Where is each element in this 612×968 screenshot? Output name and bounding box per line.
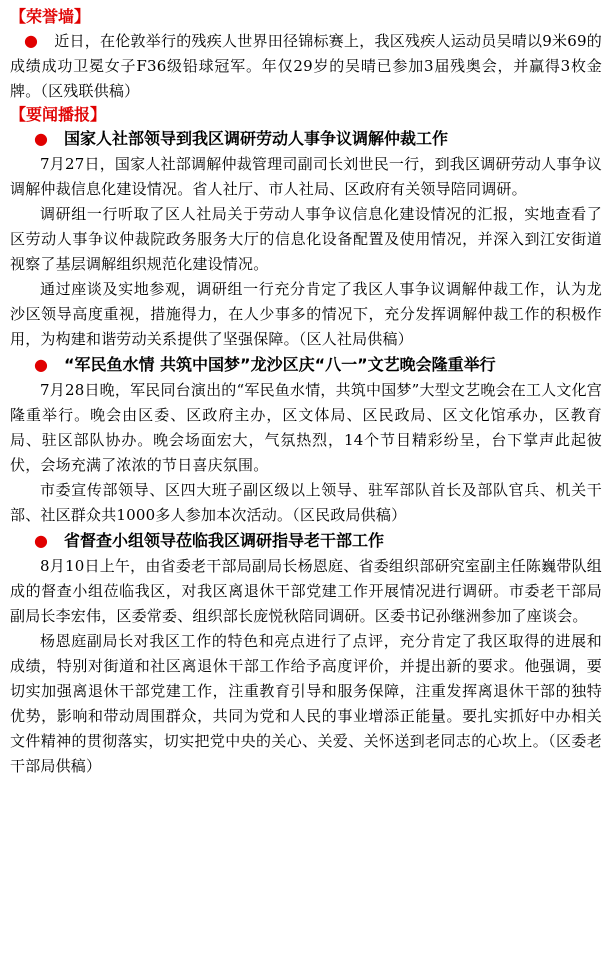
article-title xyxy=(10,528,602,554)
article-paragraph: 8月10日上午，由省委老干部局副局长杨恩庭、省委组织部研究室副主任陈巍带队组成的督查小组莅临我区，对我区离退休干部党建工作开展情况进行调研。市委老干部局副局长李宏伟，区委常委、组织部长庞悦秋陪同调研。区委书记孙继洲参加了座谈会。 xyxy=(10,557,602,625)
article-title xyxy=(10,352,602,378)
honor-wall-text: 近日，在伦敦举行的残疾人世界田径锦标赛上，我区残疾人运动员吴晴以9米69的成绩成功卫冕女子F36级铅球冠军。年仅29岁的吴晴已参加3届残奥会，并赢得3枚金牌。（区残联供稿） xyxy=(10,32,603,100)
article-title-text: “军民鱼水情 共筑中国梦”龙沙区庆“八一”文艺晚会隆重举行 xyxy=(63,355,496,374)
honor-wall-paragraph xyxy=(10,28,602,104)
article-paragraph: 7月28日晚，军民同台演出的“军民鱼水情，共筑中国梦”大型文艺晚会在工人文化宫隆重举行。晚会由区委、区政府主办，区文体局、区民政局、区文化馆承办，区教育局、驻区部队协办。晚会场面宏大，气氛热烈，14个节目精彩纷呈，台下掌声此起彼伏，会场充满了浓浓的节日喜庆氛围。 xyxy=(10,381,602,474)
news-article-3 xyxy=(10,528,602,779)
honor-wall-heading: 【荣誉墙】 xyxy=(10,7,91,26)
article-paragraph: 调研组一行听取了区人社局关于劳动人事争议信息化建设情况的汇报，实地查看了区劳动人事争议仲裁院政务服务大厅的信息化设备配置及使用情况，并深入到江安街道视察了基层调解组织规范化建设情况。 xyxy=(10,205,602,273)
bullet-icon: ● xyxy=(34,129,48,148)
news-article-2 xyxy=(10,352,602,528)
article-title xyxy=(10,126,602,152)
news-heading: 【要闻播报】 xyxy=(10,105,107,124)
article-paragraph: 7月27日，国家人社部调解仲裁管理司副司长刘世民一行，到我区调研劳动人事争议调解仲裁信息化建设情况。省人社厅、市人社局、区政府有关领导陪同调研。 xyxy=(10,155,602,198)
news-article-1 xyxy=(10,126,602,352)
bullet-icon: ● xyxy=(34,355,48,374)
article-paragraph: 杨恩庭副局长对我区工作的特色和亮点进行了点评，充分肯定了我区取得的进展和成绩，特别对街道和社区离退休干部工作给予高度评价，并提出新的要求。他强调，要切实加强离退休干部党建工作，注重教育引导和服务保障，注重发挥离退休干部的独特优势，影响和带动周围群众，共同为党和人民的事业增添正能量。要扎实抓好中办相关文件精神的贯彻落实，切实把党中央的关心、关爱、关怀送到老同志的心坎上。（区委老干部局供稿） xyxy=(10,632,602,775)
article-title-text: 省督查小组领导莅临我区调研指导老干部工作 xyxy=(63,531,384,550)
article-title-text: 国家人社部领导到我区调研劳动人事争议调解仲裁工作 xyxy=(63,129,448,148)
bullet-icon: ● xyxy=(34,531,48,550)
article-paragraph: 通过座谈及实地参观，调研组一行充分肯定了我区人事争议调解仲裁工作，认为龙沙区领导高度重视，措施得力，在人少事多的情况下，充分发挥调解仲裁工作的积极作用，为构建和谐劳动关系提供了坚强保障。（区人社局供稿） xyxy=(10,280,602,348)
bullet-icon: ● xyxy=(24,31,39,50)
article-paragraph: 市委宣传部领导、区四大班子副区级以上领导、驻军部队首长及部队官兵、机关干部、社区群众共1000多人参加本次活动。（区民政局供稿） xyxy=(10,481,602,524)
